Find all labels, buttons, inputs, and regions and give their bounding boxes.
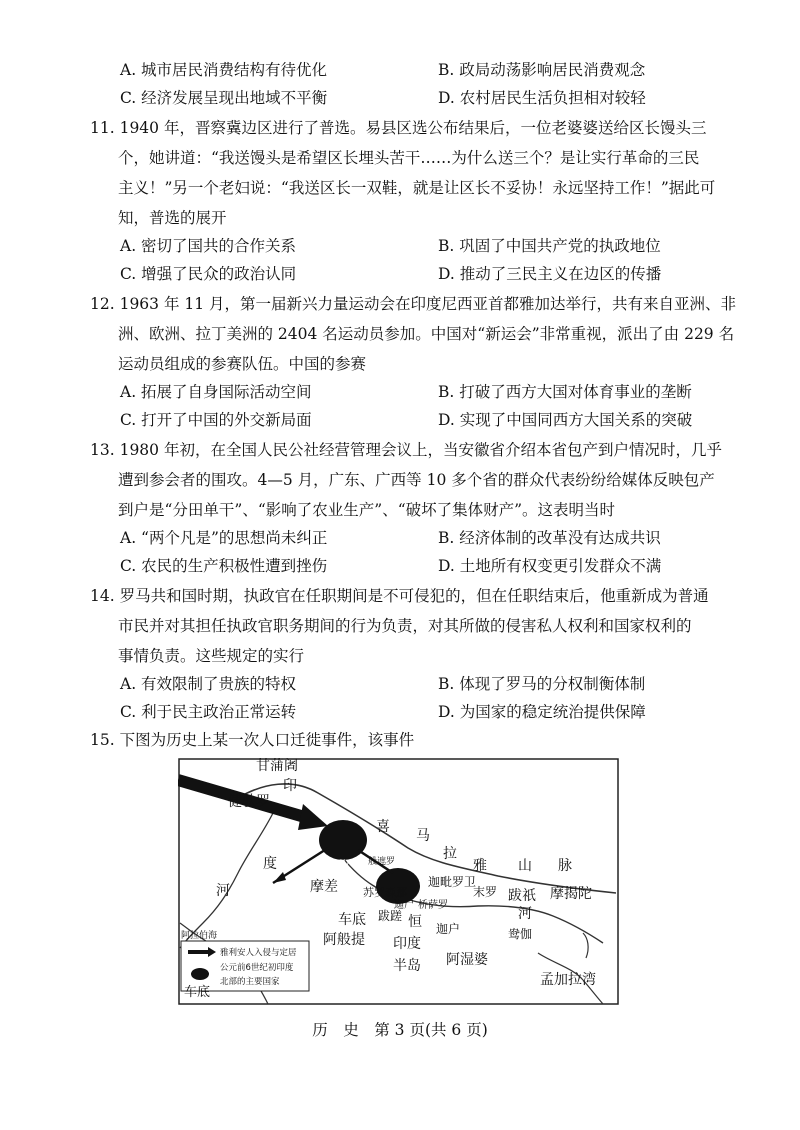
q11-option-a: A. 密切了国共的合作关系 <box>120 237 297 255</box>
q12-stem-line: 洲、欧洲、拉丁美洲的 2404 名运动员参加。中国对“新运会”非常重视，派出了由 229 名 <box>118 325 735 343</box>
page-footer: 历 史 第 3 页(共 6 页) <box>312 1021 488 1039</box>
map-label-ma: 马 <box>416 828 430 844</box>
map-label-jiapiluo: 迦毗罗卫 <box>428 875 477 889</box>
map-label-du: 度 <box>263 856 277 872</box>
q10-option-b: B. 政局动荡影响居民消费观念 <box>438 61 646 79</box>
map-label-mengjiala: 孟加拉湾 <box>540 972 596 988</box>
map-label-juluo: 俱卢 <box>338 859 354 868</box>
q11-option-d: D. 推动了三民主义在边区的传播 <box>438 265 662 283</box>
q10-option-c: C. 经济发展呈现出地域不平衡 <box>120 89 328 107</box>
map-label-jiachu: 迦户 <box>436 922 461 936</box>
map-label-he1: 河 <box>216 883 230 899</box>
map-label-chedi: 车底 <box>338 912 366 928</box>
q12-option-b: B. 打破了西方大国对体育事业的垄断 <box>438 383 692 401</box>
q10-option-d: D. 农村居民生活负担相对较轻 <box>438 89 646 107</box>
map-label-mai: 脉 <box>558 858 572 874</box>
q11-option-b: B. 巩固了中国共产党的执政地位 <box>438 237 661 255</box>
map-label-ashipo: 阿湿婆 <box>446 952 488 968</box>
q13-stem-line: 遭到参会者的围攻。4—5 月，广东、广西等 10 多个省的群众代表纷纷给媒体反映包产 <box>118 471 715 489</box>
q13-option-a: A. “两个凡是”的思想尚未纠正 <box>120 529 328 547</box>
q12-option-c: C. 打开了中国的外交新局面 <box>120 411 312 429</box>
q15-stem-line: 15. 下图为历史上某一次人口迁徙事件，该事件 <box>90 731 415 749</box>
map-label-bandao: 半岛 <box>393 958 421 974</box>
q14-option-c: C. 利于民主政治正常运转 <box>120 703 297 721</box>
map-label-mojietuo: 摩揭陀 <box>550 886 592 902</box>
legend-text-aryan: 雅利安人入侵与定居 <box>220 948 297 958</box>
q14-stem-line: 事情负责。这些规定的实行 <box>118 647 305 665</box>
map-label-xi: 喜 <box>376 819 390 835</box>
q13-stem-line: 13. 1980 年初，在全国人民公社经营管理会议上，当安徽省介绍本省包产到户情况时，几乎 <box>90 441 722 459</box>
map-label-alabo: 阿拉伯海 <box>181 931 218 941</box>
map-label-jianshuoluo: 健驮罗 <box>228 794 270 810</box>
q12-stem-line: 运动员组成的参赛队伍。中国的参赛 <box>118 355 367 373</box>
map-label-bazhi: 跋祇 <box>508 888 536 904</box>
q13-option-d: D. 土地所有权变更引发群众不满 <box>438 557 662 575</box>
q12-stem-line: 12. 1963 年 11 月，第一届新兴力量运动会在印度尼西亚首都雅加达举行，共有来自亚洲、非 <box>90 295 737 313</box>
q14-option-a: A. 有效限制了贵族的特权 <box>120 675 297 693</box>
settlement-blob-north <box>319 820 367 860</box>
q11-stem-line: 11. 1940 年，晋察冀边区进行了普选。易县区选公布结果后，一位老婆婆送给区长馒头三 <box>90 119 707 137</box>
map-label-heng: 恒 <box>408 914 422 930</box>
q13-stem-line: 到户是“分田单干”、“影响了农业生产”、“破坏了集体财产”。这表明当时 <box>118 501 616 519</box>
legend-text-states-2: 北部的主要国家 <box>220 977 280 987</box>
q12-option-a: A. 拓展了自身国际活动空间 <box>120 383 312 401</box>
map-label-adiboti: 阿般提 <box>323 932 365 948</box>
map-label-yin: 印 <box>283 778 297 794</box>
map-label-bosaluo: 般遮罗 <box>368 857 396 867</box>
q10-option-a: A. 城市居民消费结构有待优化 <box>120 61 328 79</box>
map-label-moluo: 末罗 <box>473 885 498 899</box>
legend-label-chedi: 车底 <box>184 985 211 1000</box>
q12-option-d: D. 实现了中国同西方大国关系的突破 <box>438 411 693 429</box>
q14-option-b: B. 体现了罗马的分权制衡体制 <box>438 675 646 693</box>
q13-option-b: B. 经济体制的改革没有达成共识 <box>438 529 661 547</box>
map-label-shan: 山 <box>518 858 532 874</box>
map-label-jiaogayi: 鸯伽 <box>508 927 533 941</box>
q11-stem-line: 个，她讲道：“我送馒头是希望区长埋头苦干……为什么送三个？是让实行革命的三民 <box>118 149 700 167</box>
map-label-batsa: 跋蹉 <box>378 909 403 923</box>
map-label-he2: 河 <box>518 906 532 922</box>
migration-map <box>178 758 619 1005</box>
legend-text-states-1: 公元前6世纪初印度 <box>220 963 294 973</box>
map-label-yindu: 印度 <box>393 936 421 952</box>
map-label-la: 拉 <box>443 846 457 862</box>
q11-stem-line: 主义！”另一个老妇说：“我送区长一双鞋，就是让区长不妥协！永远坚持工作！”据此可 <box>118 179 716 197</box>
map-label-sulasena: 苏罗森那 <box>363 886 407 899</box>
q14-option-d: D. 为国家的稳定统治提供保障 <box>438 703 646 721</box>
legend-blob-symbol <box>191 968 209 980</box>
q14-stem-line: 市民并对其担任执政官职务期间的行为负责，对其所做的侵害私人权利和国家权利的 <box>118 617 692 635</box>
q14-stem-line: 14. 罗马共和国时期，执政官在任职期间是不可侵犯的，但在任职结束后，他重新成为普通 <box>90 587 709 605</box>
map-label-mocha: 摩差 <box>310 879 338 895</box>
map-label-jiashi: 迦尸 <box>394 900 414 911</box>
q11-option-c: C. 增强了民众的政治认同 <box>120 265 297 283</box>
q11-stem-line: 知，普选的展开 <box>118 209 227 227</box>
map-label-jiaosaluo: 桥萨罗 <box>418 900 448 911</box>
map-label-ganbuji: 甘蒲阇 <box>256 758 298 774</box>
map-label-ya: 雅 <box>473 858 487 874</box>
q13-option-c: C. 农民的生产积极性遭到挫伤 <box>120 557 328 575</box>
